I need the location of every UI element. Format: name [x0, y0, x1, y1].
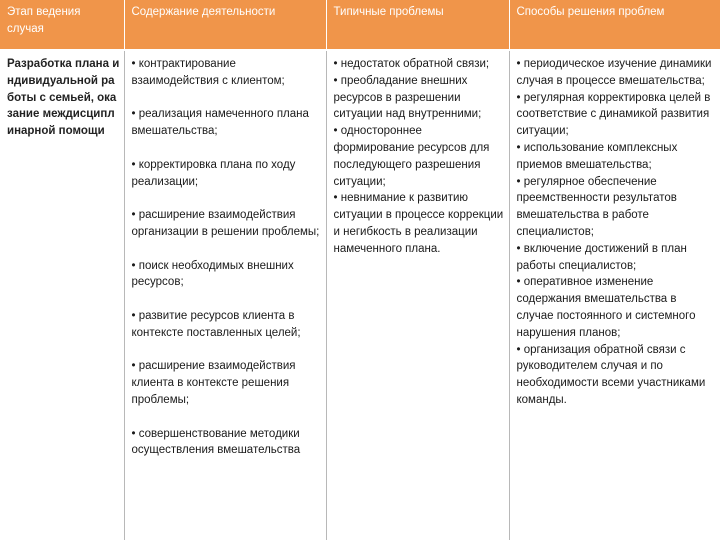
content-item: • корректировка плана по ходу реализации; [131, 158, 296, 188]
stage-text: Разработка плана индивидуальной работы с семьей, оказание междисциплинарной помощи [7, 58, 120, 138]
content-item: • расширение взаимодействия клиента в контексте решения проблемы; [131, 360, 296, 406]
header-problems: Типичные проблемы [326, 0, 509, 50]
table-header-row [0, 0, 720, 50]
solution-item: • включение достижений в план работы специалистов; [516, 242, 687, 272]
content-item: • развитие ресурсов клиента в контексте поставленных целей; [131, 309, 301, 339]
content-item: • совершенствование методики осуществления вмешательства [131, 427, 301, 457]
content-item: • поиск необходимых внешних ресурсов; [131, 259, 294, 289]
content-item: • контрактирование взаимодействия с клиентом; [131, 58, 285, 87]
problems-cell [326, 50, 509, 540]
solutions-cell [509, 50, 720, 540]
content-item: • расширение взаимодействия организации в решении проблемы; [131, 209, 320, 238]
problem-item: • одностороннее формирование ресурсов для последующего разрешения ситуации; [333, 125, 490, 188]
solution-item: • организация обратной связи с руководителем случая и по необходимости всеми участниками команды. [516, 343, 706, 406]
header-stage: Этап ведения случая [0, 0, 124, 50]
problem-item: • невнимание к развитию ситуации в процессе коррекции и негибкость в реализации намеченного плана. [333, 192, 504, 255]
solution-item: • использование комплексных приемов вмешательства; [516, 141, 678, 171]
solution-item: • оперативное изменение содержания вмешательства в случае постоянного и системного нарушения планов; [516, 276, 696, 339]
problem-item: • недостаток обратной связи; [333, 58, 490, 70]
header-solutions: Способы решения проблем [509, 0, 720, 50]
stage-cell [0, 50, 124, 540]
problem-item: • преобладание внешних ресурсов в разрешении ситуации над внутренними; [333, 74, 482, 121]
table-row [0, 50, 720, 540]
content-cell [124, 50, 326, 540]
solution-item: • регулярная корректировка целей в соответствие с динамикой развития ситуации; [516, 91, 711, 138]
content-item: • реализация намеченного плана вмешательства; [131, 108, 309, 138]
header-content: Содержание деятельности [124, 0, 326, 50]
solution-item: • периодическое изучение динамики случая в процессе вмешательства; [516, 58, 712, 87]
solution-item: • регулярное обеспечение преемственности результатов вмешательства в работе специалистов; [516, 175, 677, 238]
